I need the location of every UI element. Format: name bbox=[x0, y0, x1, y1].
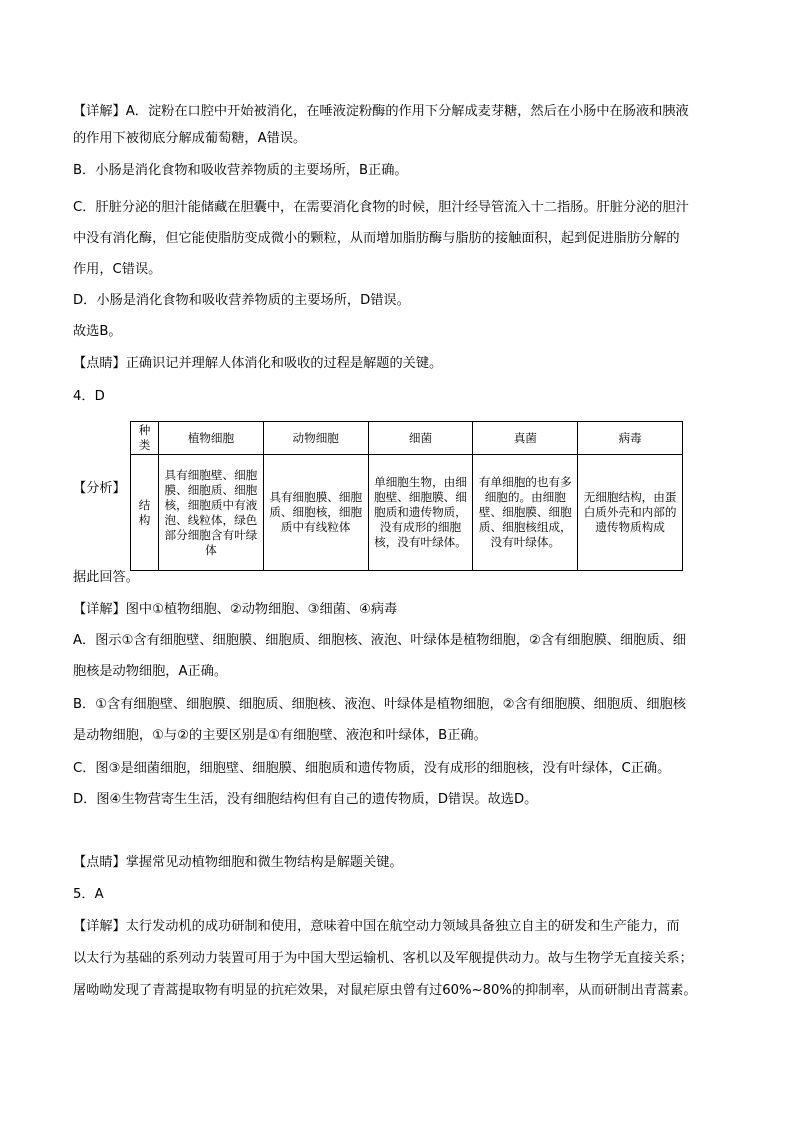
table-row-label: 结构 bbox=[131, 455, 159, 571]
table-cell: 有单细胞的也有多细胞的。由细胞壁、细胞膜、细胞质、细胞核组成，没有叶绿体。 bbox=[473, 455, 578, 571]
detail-c-cont2: 作用，C错误。 bbox=[73, 262, 162, 277]
table-header: 细菌 bbox=[368, 422, 473, 455]
detail-a-cont: 的作用下被彻底分解成葡萄糖，A错误。 bbox=[73, 131, 307, 146]
detail-q5: 【详解】太行发动机的成功研制和使用，意味着中国在航空动力领域具备独立自主的研发和生产能力，而 bbox=[73, 919, 680, 934]
detail-a-cont: 胞核是动物细胞，A正确。 bbox=[73, 664, 228, 679]
table-cell: 无细胞结构，由蛋白质外壳和内部的遗传物质构成 bbox=[578, 455, 683, 571]
detail-b: B．①含有细胞壁、细胞膜、细胞质、细胞核、液泡、叶绿体是植物细胞，②含有细胞膜、细胞质、细胞核 bbox=[73, 697, 686, 712]
key-point: 【点睛】掌握常见动植物细胞和微生物结构是解题关键。 bbox=[73, 855, 403, 870]
table-header: 病毒 bbox=[578, 422, 683, 455]
table-header-row bbox=[131, 422, 683, 455]
question-5-answer: 5．A bbox=[73, 887, 104, 902]
question-4-answer: 4．D bbox=[73, 389, 105, 404]
detail-d: D．图④生物营寄生生活，没有细胞结构但有自己的遗传物质，D错误。故选D。 bbox=[73, 792, 538, 807]
table-cell: 具有细胞壁、细胞膜、细胞质、细胞核，细胞质中有液泡、线粒体，绿色部分细胞含有叶绿体 bbox=[159, 455, 264, 571]
detail-a: A．图示①含有细胞壁、细胞膜、细胞质、细胞核、液泡、叶绿体是植物细胞，②含有细胞膜、细胞质、细 bbox=[73, 633, 686, 648]
table-header: 植物细胞 bbox=[159, 422, 264, 455]
table-row bbox=[131, 455, 683, 571]
detail-c: C．肝脏分泌的胆汁能储藏在胆囊中，在需要消化食物的时候，胆汁经导管流入十二指肠。肝脏分泌的胆汁 bbox=[73, 200, 689, 215]
reply-note: 据此回答。 bbox=[73, 570, 139, 585]
detail-c-cont1: 中没有消化酶，但它能使脂肪变成微小的颗粒，从而增加脂肪酶与脂肪的接触面积，起到促进脂肪分解的 bbox=[73, 231, 680, 246]
detail-c: C．图③是细菌细胞，细胞壁、细胞膜、细胞质和遗传物质，没有成形的细胞核，没有叶绿体，C正确。 bbox=[73, 761, 671, 776]
cell-structure-table bbox=[130, 421, 683, 571]
detail-q5-cont2: 屠呦呦发现了青蒿提取物有明显的抗疟效果，对鼠疟原虫曾有过60%~80%的抑制率，从而研制出青蒿素。 bbox=[73, 983, 697, 998]
detail-a: 【详解】A．淀粉在口腔中开始被消化，在唾液淀粉酶的作用下分解成麦芽糖，然后在小肠中在肠液和胰液 bbox=[73, 104, 689, 119]
detail-intro: 【详解】图中①植物细胞、②动物细胞、③细菌、④病毒 bbox=[73, 602, 398, 617]
table-header: 种类 bbox=[131, 422, 159, 455]
table-header: 动物细胞 bbox=[263, 422, 368, 455]
table-cell: 具有细胞膜、细胞质、细胞核，细胞质中有线粒体 bbox=[263, 455, 368, 571]
analysis-label: 【分析】 bbox=[73, 481, 126, 496]
choice-answer: 故选B。 bbox=[73, 324, 122, 339]
detail-b-cont: 是动物细胞，①与②的主要区别是①有细胞壁、液泡和叶绿体，B正确。 bbox=[73, 728, 487, 743]
table-header: 真菌 bbox=[473, 422, 578, 455]
detail-b: B．小肠是消化食物和吸收营养物质的主要场所，B正确。 bbox=[73, 163, 408, 178]
detail-q5-cont1: 以太行为基础的系列动力装置可用于为中国大型运输机、客机以及军舰提供动力。故与生物学无直接关系； bbox=[73, 951, 693, 966]
table-cell: 单细胞生物，由细胞壁、细胞膜、细胞质和遗传物质，没有成形的细胞核，没有叶绿体。 bbox=[368, 455, 473, 571]
key-point: 【点睛】正确识记并理解人体消化和吸收的过程是解题的关键。 bbox=[73, 356, 443, 371]
detail-d: D．小肠是消化食物和吸收营养物质的主要场所，D错误。 bbox=[73, 293, 410, 308]
